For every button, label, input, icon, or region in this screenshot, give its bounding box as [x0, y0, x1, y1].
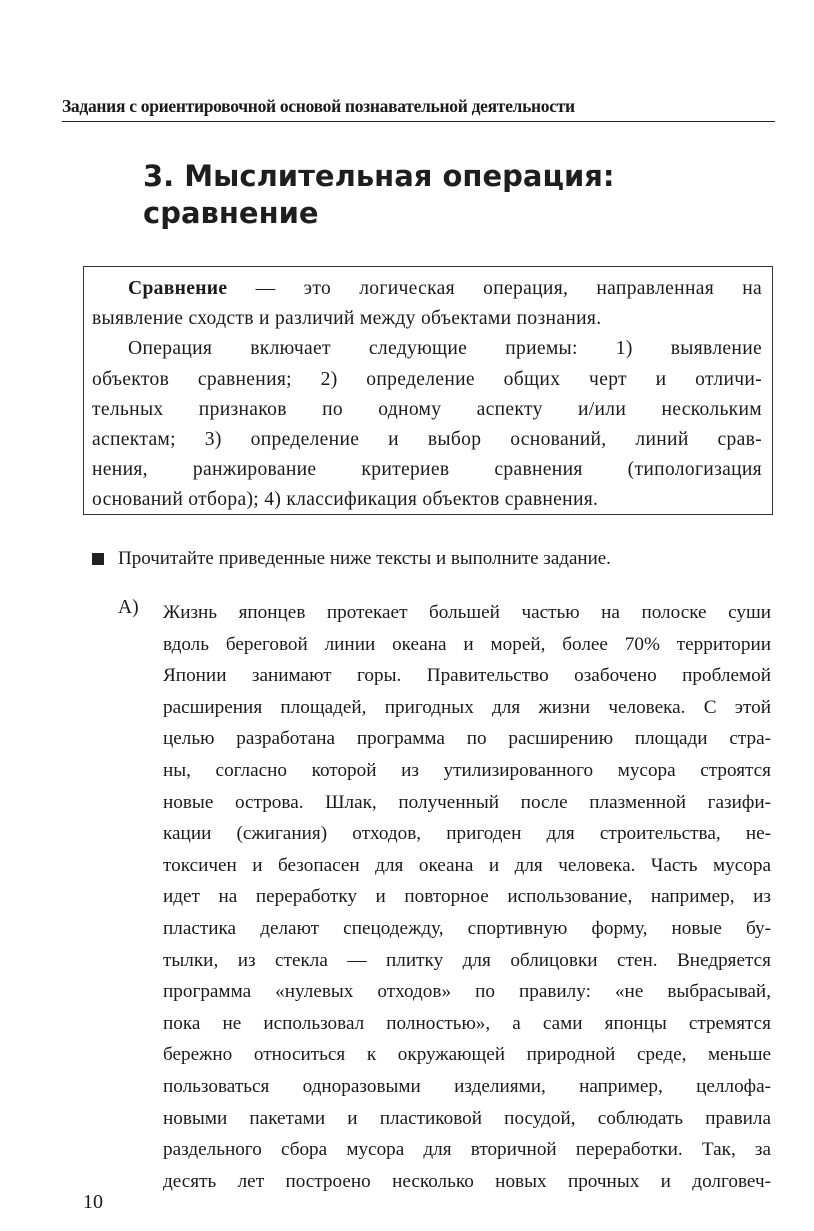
square-bullet-icon — [92, 553, 104, 565]
section-title-line: сравнение — [143, 196, 319, 230]
paragraph-line: ны, согласно которой из утилизированного мусора строятся — [163, 759, 771, 781]
paragraph-line: идет на переработку и повторное использование, например, из — [163, 886, 771, 908]
box-line: тельных признаков по одному аспекту и/или нескольким — [92, 398, 762, 420]
box-line: Операция включает следующие приемы: 1) выявление — [128, 338, 762, 360]
paragraph-line: тылки, из стекла — плитку для облицовки стен. Внедряется — [163, 949, 771, 971]
paragraph-line: кации (сжигания) отходов, пригоден для строительства, не- — [163, 823, 771, 845]
paragraph-line: раздельного сбора мусора для вторичной переработки. Так, за — [163, 1139, 771, 1161]
paragraph-line: пользоваться одноразовыми изделиями, например, целлофа- — [163, 1075, 771, 1097]
instruction — [92, 548, 611, 570]
paragraph-line: целью разработана программа по расширению площади стра- — [163, 728, 771, 750]
definition-box — [83, 266, 773, 515]
paragraph-line: пластика делают спецодежду, спортивную форму, новые бу- — [163, 917, 771, 939]
paragraph-line: бережно относиться к окружающей природной среде, меньше — [163, 1044, 771, 1066]
section-title-line: 3. Мыслительная операция: — [143, 159, 615, 193]
box-line: Сравнение — это логическая операция, направленная на — [128, 278, 762, 299]
paragraph-line: новыми пакетами и пластиковой посудой, соблюдать правила — [163, 1107, 771, 1129]
paragraph-line: расширения площадей, пригодных для жизни человека. С этой — [163, 696, 771, 718]
box-line: оснований отбора); 4) классификация объектов сравнения. — [92, 489, 599, 511]
paragraph-line: десять лет построено несколько новых прочных и долговеч- — [163, 1170, 771, 1192]
running-header: Задания с ориентировочной основой познавательной деятельности — [62, 96, 775, 122]
box-line: аспектам; 3) определение и выбор оснований, линий срав- — [92, 428, 762, 450]
paragraph-line: токсичен и безопасен для океана и для человека. Часть мусора — [163, 854, 771, 876]
paragraph-line: новые острова. Шлак, полученный после плазменной газифи- — [163, 791, 771, 813]
instruction-text: Прочитайте приведенные ниже тексты и выполните задание. — [118, 548, 611, 569]
text-a-label: А) — [118, 597, 139, 618]
paragraph-line: вдоль береговой линии океана и морей, более 70% территории — [163, 633, 771, 655]
paragraph-line: программа «нулевых отходов» по правилу: «не выбрасывай, — [163, 981, 771, 1003]
box-line: нения, ранжирование критериев сравнения (типологизация — [92, 459, 762, 481]
definition-term: Сравнение — [128, 278, 228, 299]
paragraph-line: Японии занимают горы. Правительство озабочено проблемой — [163, 665, 771, 687]
box-line: объектов сравнения; 2) определение общих черт и отличи- — [92, 368, 762, 390]
section-title — [143, 158, 615, 232]
text-a-paragraph — [163, 597, 771, 1197]
paragraph-line: пока не использовал полностью», а сами японцы стремятся — [163, 1012, 771, 1034]
paragraph-line: Жизнь японцев протекает большей частью на полоске суши — [163, 602, 771, 623]
box-line: выявление сходств и различий между объектами познания. — [92, 308, 602, 330]
page-number: 10 — [83, 1191, 103, 1213]
